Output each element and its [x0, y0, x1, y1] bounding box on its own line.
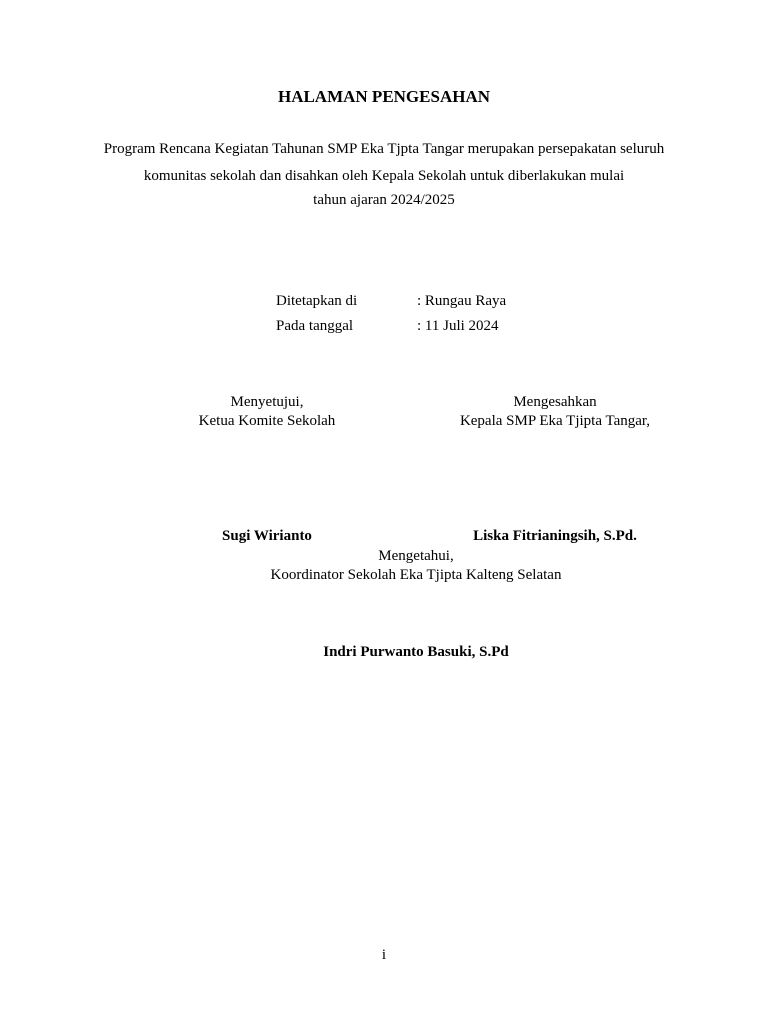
right-signatory-role-1: Mengesahkan [513, 394, 597, 410]
page-title: HALAMAN PENGESAHAN [277, 87, 491, 106]
page-number: i [381, 947, 387, 963]
paragraph-line-2: komunitas sekolah dan disahkan oleh Kepala Sekolah untuk diberlakukan mulai [143, 168, 625, 184]
paragraph-line-3: tahun ajaran 2024/2025 [313, 192, 455, 208]
established-place-value: : Rungau Raya [417, 293, 507, 309]
established-date-label: Pada tanggal [276, 318, 354, 334]
right-signatory-name: Liska Fitrianingsih, S.Pd. [473, 528, 637, 544]
right-signatory-role-2: Kepala SMP Eka Tjipta Tangar, [459, 413, 651, 429]
established-date-value: : 11 Juli 2024 [417, 318, 499, 334]
acknowledged-name: Indri Purwanto Basuki, S.Pd [323, 644, 509, 660]
acknowledged-role-1: Mengetahui, [378, 548, 454, 564]
left-signatory-role-1: Menyetujui, [230, 394, 304, 410]
acknowledged-role-2: Koordinator Sekolah Eka Tjipta Kalteng Selatan [270, 567, 562, 583]
left-signatory-name: Sugi Wirianto [222, 528, 312, 544]
left-signatory-role-2: Ketua Komite Sekolah [198, 413, 336, 429]
established-place-label: Ditetapkan di [276, 293, 358, 309]
paragraph-line-1: Program Rencana Kegiatan Tahunan SMP Eka Tjpta Tangar merupakan persepakatan seluruh [103, 141, 665, 157]
